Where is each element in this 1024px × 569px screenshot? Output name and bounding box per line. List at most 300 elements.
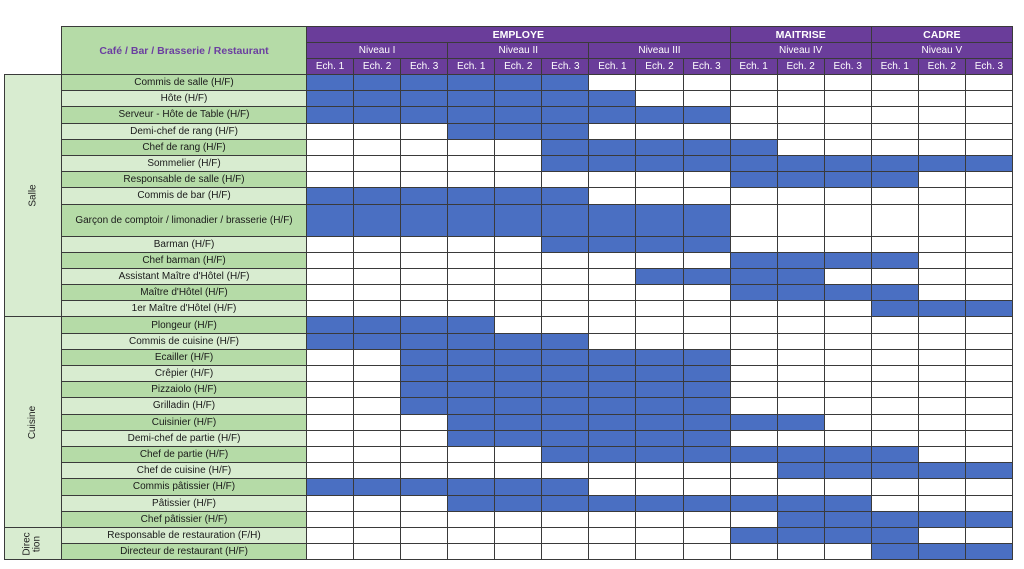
grid-cell-empty: [730, 123, 777, 139]
role-label: Pizzaiolo (H/F): [62, 382, 307, 398]
grid-cell-filled: [542, 204, 589, 236]
grid-cell-filled: [495, 123, 542, 139]
table-row: [5, 155, 1013, 171]
grid-cell-empty: [871, 91, 918, 107]
grid-cell-empty: [542, 172, 589, 188]
grid-cell-empty: [495, 446, 542, 462]
grid-cell-empty: [871, 495, 918, 511]
echelon-header: Ech. 2: [777, 59, 824, 75]
grid-cell-empty: [918, 204, 965, 236]
grid-cell-empty: [589, 479, 636, 495]
grid-cell-empty: [871, 107, 918, 123]
grid-cell-empty: [871, 366, 918, 382]
grid-cell-filled: [448, 333, 495, 349]
grid-cell-empty: [871, 398, 918, 414]
grid-cell-filled: [965, 544, 1012, 560]
grid-cell-empty: [636, 527, 683, 543]
grid-cell-filled: [307, 479, 354, 495]
grid-cell-empty: [918, 123, 965, 139]
grid-cell-filled: [448, 75, 495, 91]
grid-cell-filled: [354, 333, 401, 349]
role-label: Pâtissier (H/F): [62, 495, 307, 511]
grid-cell-empty: [730, 91, 777, 107]
grid-cell-empty: [542, 511, 589, 527]
grid-cell-filled: [636, 155, 683, 171]
role-label: Crêpier (H/F): [62, 366, 307, 382]
grid-cell-filled: [777, 414, 824, 430]
grid-cell-empty: [401, 252, 448, 268]
grid-cell-empty: [636, 188, 683, 204]
grid-cell-filled: [730, 252, 777, 268]
grid-cell-filled: [636, 495, 683, 511]
grid-cell-empty: [918, 236, 965, 252]
grid-cell-filled: [824, 463, 871, 479]
grid-cell-filled: [495, 91, 542, 107]
role-label: Maître d'Hôtel (H/F): [62, 285, 307, 301]
role-label: Assistant Maître d'Hôtel (H/F): [62, 268, 307, 284]
grid-cell-empty: [777, 349, 824, 365]
grid-cell-filled: [589, 91, 636, 107]
grid-cell-filled: [448, 123, 495, 139]
grid-cell-empty: [307, 172, 354, 188]
grid-cell-empty: [683, 317, 730, 333]
grid-cell-empty: [307, 252, 354, 268]
grid-cell-filled: [965, 301, 1012, 317]
grid-cell-empty: [918, 333, 965, 349]
grid-cell-empty: [918, 268, 965, 284]
grid-cell-filled: [401, 75, 448, 91]
grid-cell-filled: [918, 301, 965, 317]
grid-cell-empty: [730, 204, 777, 236]
grid-cell-empty: [824, 107, 871, 123]
grid-cell-empty: [448, 446, 495, 462]
grid-cell-filled: [965, 463, 1012, 479]
grid-cell-empty: [401, 511, 448, 527]
grid-cell-filled: [495, 188, 542, 204]
grid-cell-empty: [965, 527, 1012, 543]
grid-cell-empty: [824, 268, 871, 284]
grid-cell-empty: [354, 349, 401, 365]
grid-cell-filled: [589, 236, 636, 252]
section-label-line: tion: [32, 535, 43, 552]
grid-cell-filled: [730, 285, 777, 301]
grid-cell-empty: [730, 463, 777, 479]
table-row: [5, 333, 1013, 349]
grid-cell-empty: [730, 349, 777, 365]
table-row: [5, 301, 1013, 317]
grid-cell-empty: [636, 333, 683, 349]
grid-cell-empty: [918, 366, 965, 382]
grid-cell-empty: [683, 91, 730, 107]
grid-cell-empty: [730, 107, 777, 123]
table-row: [5, 204, 1013, 236]
grid-cell-empty: [918, 285, 965, 301]
grid-cell-empty: [354, 268, 401, 284]
table-row: [5, 446, 1013, 462]
grid-cell-empty: [401, 123, 448, 139]
grid-cell-filled: [542, 430, 589, 446]
grid-cell-empty: [354, 252, 401, 268]
grid-cell-empty: [824, 333, 871, 349]
grid-cell-filled: [777, 446, 824, 462]
grid-cell-filled: [777, 268, 824, 284]
grid-cell-filled: [636, 446, 683, 462]
echelon-header: Ech. 3: [965, 59, 1012, 75]
table-row: [5, 285, 1013, 301]
role-label: Commis de bar (H/F): [62, 188, 307, 204]
grid-cell-empty: [683, 75, 730, 91]
echelon-header: Ech. 1: [871, 59, 918, 75]
grid-cell-empty: [730, 382, 777, 398]
grid-cell-empty: [918, 479, 965, 495]
grid-cell-empty: [354, 172, 401, 188]
grid-cell-filled: [871, 446, 918, 462]
grid-cell-empty: [965, 317, 1012, 333]
echelon-header: Ech. 3: [401, 59, 448, 75]
classification-grid: [4, 26, 1013, 560]
role-label: Garçon de comptoir / limonadier / brasserie (H/F): [62, 204, 307, 236]
grid-cell-empty: [354, 382, 401, 398]
grid-cell-filled: [495, 479, 542, 495]
grid-cell-empty: [589, 301, 636, 317]
table-row: [5, 91, 1013, 107]
grid-cell-filled: [542, 139, 589, 155]
grid-cell-filled: [683, 430, 730, 446]
grid-cell-filled: [542, 107, 589, 123]
table-row: [5, 236, 1013, 252]
grid-cell-empty: [354, 495, 401, 511]
grid-cell-empty: [448, 172, 495, 188]
grid-cell-empty: [495, 544, 542, 560]
grid-cell-empty: [777, 430, 824, 446]
grid-cell-empty: [871, 430, 918, 446]
grid-cell-filled: [871, 511, 918, 527]
grid-cell-empty: [354, 511, 401, 527]
grid-cell-empty: [824, 75, 871, 91]
grid-cell-empty: [589, 252, 636, 268]
grid-cell-filled: [824, 172, 871, 188]
grid-cell-empty: [307, 495, 354, 511]
grid-cell-empty: [871, 123, 918, 139]
grid-cell-empty: [824, 382, 871, 398]
grid-cell-empty: [589, 544, 636, 560]
grid-cell-filled: [542, 414, 589, 430]
grid-cell-empty: [918, 139, 965, 155]
grid-cell-filled: [683, 155, 730, 171]
grid-cell-filled: [918, 463, 965, 479]
grid-cell-empty: [683, 544, 730, 560]
grid-cell-empty: [354, 139, 401, 155]
grid-cell-filled: [542, 349, 589, 365]
echelon-header: Ech. 3: [824, 59, 871, 75]
grid-cell-empty: [683, 511, 730, 527]
grid-cell-filled: [354, 188, 401, 204]
table-row: [5, 107, 1013, 123]
grid-cell-empty: [824, 236, 871, 252]
grid-cell-filled: [448, 188, 495, 204]
grid-cell-filled: [636, 349, 683, 365]
grid-cell-filled: [636, 107, 683, 123]
grid-cell-empty: [824, 139, 871, 155]
grid-cell-filled: [401, 317, 448, 333]
table-title: Café / Bar / Brasserie / Restaurant: [62, 27, 307, 75]
table-row: [5, 349, 1013, 365]
grid-cell-empty: [777, 107, 824, 123]
grid-cell-empty: [777, 301, 824, 317]
grid-cell-filled: [824, 285, 871, 301]
grid-cell-empty: [448, 285, 495, 301]
grid-cell-empty: [918, 75, 965, 91]
role-label: 1er Maître d'Hôtel (H/F): [62, 301, 307, 317]
grid-cell-empty: [636, 172, 683, 188]
grid-cell-filled: [448, 382, 495, 398]
grid-cell-empty: [965, 333, 1012, 349]
grid-cell-empty: [354, 544, 401, 560]
role-label: Grilladin (H/F): [62, 398, 307, 414]
grid-cell-empty: [307, 430, 354, 446]
grid-cell-empty: [542, 301, 589, 317]
grid-cell-empty: [354, 123, 401, 139]
grid-cell-empty: [824, 188, 871, 204]
grid-cell-empty: [354, 430, 401, 446]
grid-cell-empty: [777, 382, 824, 398]
grid-cell-filled: [683, 414, 730, 430]
section-label: [5, 527, 62, 559]
grid-cell-filled: [683, 349, 730, 365]
grid-cell-filled: [965, 511, 1012, 527]
grid-cell-empty: [307, 527, 354, 543]
grid-cell-empty: [495, 527, 542, 543]
grid-cell-filled: [918, 511, 965, 527]
grid-cell-empty: [965, 139, 1012, 155]
role-label: Demi-chef de rang (H/F): [62, 123, 307, 139]
grid-cell-filled: [401, 188, 448, 204]
grid-cell-empty: [307, 382, 354, 398]
grid-cell-filled: [777, 155, 824, 171]
grid-cell-empty: [730, 317, 777, 333]
grid-cell-empty: [589, 75, 636, 91]
grid-cell-filled: [448, 366, 495, 382]
role-label: Commis de salle (H/F): [62, 75, 307, 91]
grid-cell-empty: [824, 366, 871, 382]
grid-cell-empty: [354, 527, 401, 543]
grid-cell-empty: [448, 268, 495, 284]
grid-cell-empty: [636, 479, 683, 495]
table-row: [5, 479, 1013, 495]
grid-cell-filled: [542, 382, 589, 398]
grid-cell-filled: [683, 382, 730, 398]
grid-cell-empty: [636, 301, 683, 317]
grid-cell-filled: [401, 382, 448, 398]
grid-cell-empty: [777, 75, 824, 91]
grid-cell-empty: [495, 511, 542, 527]
grid-cell-empty: [448, 236, 495, 252]
grid-cell-empty: [354, 236, 401, 252]
section-label: [5, 75, 62, 317]
grid-cell-empty: [730, 511, 777, 527]
grid-cell-empty: [354, 285, 401, 301]
grid-cell-filled: [636, 268, 683, 284]
grid-cell-empty: [495, 463, 542, 479]
grid-cell-filled: [871, 301, 918, 317]
grid-cell-filled: [448, 414, 495, 430]
echelon-header: Ech. 1: [730, 59, 777, 75]
grid-cell-empty: [542, 252, 589, 268]
role-label: Responsable de salle (H/F): [62, 172, 307, 188]
grid-cell-empty: [730, 366, 777, 382]
grid-cell-filled: [401, 366, 448, 382]
grid-cell-filled: [777, 511, 824, 527]
grid-cell-empty: [730, 188, 777, 204]
grid-cell-filled: [730, 268, 777, 284]
table-row: [5, 268, 1013, 284]
grid-cell-filled: [730, 527, 777, 543]
grid-cell-empty: [589, 285, 636, 301]
grid-cell-filled: [495, 107, 542, 123]
grid-cell-empty: [965, 188, 1012, 204]
grid-cell-empty: [307, 511, 354, 527]
grid-cell-filled: [683, 204, 730, 236]
grid-cell-filled: [495, 349, 542, 365]
grid-cell-empty: [589, 123, 636, 139]
role-label: Ecailler (H/F): [62, 349, 307, 365]
grid-cell-empty: [918, 414, 965, 430]
grid-cell-filled: [542, 155, 589, 171]
grid-cell-filled: [589, 139, 636, 155]
grid-cell-filled: [777, 527, 824, 543]
grid-cell-filled: [636, 204, 683, 236]
grid-cell-empty: [777, 317, 824, 333]
corner-blank: [5, 27, 62, 75]
grid-cell-filled: [401, 204, 448, 236]
table-row: [5, 511, 1013, 527]
grid-cell-filled: [448, 91, 495, 107]
grid-cell-empty: [965, 172, 1012, 188]
grid-cell-empty: [824, 349, 871, 365]
level-header: Niveau IV: [730, 43, 871, 59]
grid-cell-empty: [636, 91, 683, 107]
grid-cell-empty: [448, 252, 495, 268]
grid-cell-filled: [448, 204, 495, 236]
grid-cell-empty: [401, 544, 448, 560]
grid-cell-empty: [542, 268, 589, 284]
grid-cell-empty: [307, 155, 354, 171]
grid-cell-empty: [777, 123, 824, 139]
role-label: Serveur - Hôte de Table (H/F): [62, 107, 307, 123]
grid-cell-empty: [871, 188, 918, 204]
grid-cell-empty: [965, 268, 1012, 284]
grid-cell-filled: [636, 236, 683, 252]
grid-cell-empty: [495, 252, 542, 268]
grid-cell-filled: [354, 479, 401, 495]
grid-cell-filled: [448, 107, 495, 123]
grid-cell-filled: [495, 333, 542, 349]
grid-cell-filled: [495, 398, 542, 414]
grid-cell-filled: [636, 414, 683, 430]
grid-cell-filled: [965, 155, 1012, 171]
grid-cell-empty: [824, 544, 871, 560]
grid-cell-empty: [401, 430, 448, 446]
grid-cell-empty: [871, 75, 918, 91]
grid-cell-empty: [307, 544, 354, 560]
grid-cell-empty: [401, 446, 448, 462]
grid-cell-empty: [871, 333, 918, 349]
grid-cell-empty: [401, 527, 448, 543]
grid-cell-empty: [307, 446, 354, 462]
grid-cell-empty: [495, 317, 542, 333]
grid-cell-filled: [307, 75, 354, 91]
grid-cell-empty: [871, 317, 918, 333]
table-row: [5, 75, 1013, 91]
grid-cell-empty: [918, 527, 965, 543]
grid-cell-empty: [354, 366, 401, 382]
grid-cell-filled: [824, 446, 871, 462]
grid-cell-filled: [871, 527, 918, 543]
grid-cell-empty: [636, 511, 683, 527]
grid-cell-empty: [307, 414, 354, 430]
grid-cell-empty: [918, 398, 965, 414]
grid-cell-empty: [448, 139, 495, 155]
grid-cell-empty: [401, 463, 448, 479]
table-row: [5, 527, 1013, 543]
grid-cell-filled: [354, 107, 401, 123]
grid-cell-empty: [683, 479, 730, 495]
grid-cell-filled: [589, 155, 636, 171]
grid-cell-filled: [307, 91, 354, 107]
role-label: Cuisinier (H/F): [62, 414, 307, 430]
grid-cell-empty: [683, 301, 730, 317]
grid-cell-empty: [495, 285, 542, 301]
grid-cell-filled: [871, 252, 918, 268]
grid-cell-filled: [589, 204, 636, 236]
role-label: Barman (H/F): [62, 236, 307, 252]
grid-cell-empty: [354, 398, 401, 414]
grid-cell-empty: [448, 511, 495, 527]
table-row: [5, 139, 1013, 155]
level-header: Niveau V: [871, 43, 1012, 59]
grid-cell-empty: [542, 285, 589, 301]
grid-cell-filled: [730, 139, 777, 155]
grid-cell-empty: [918, 495, 965, 511]
grid-cell-filled: [307, 107, 354, 123]
grid-cell-empty: [777, 188, 824, 204]
grid-cell-filled: [636, 139, 683, 155]
grid-cell-empty: [307, 268, 354, 284]
grid-cell-empty: [918, 349, 965, 365]
grid-cell-empty: [824, 414, 871, 430]
grid-cell-filled: [542, 188, 589, 204]
grid-cell-filled: [918, 155, 965, 171]
role-label: Plongeur (H/F): [62, 317, 307, 333]
header-groups-row: [5, 27, 1013, 43]
grid-cell-empty: [307, 349, 354, 365]
grid-cell-empty: [307, 285, 354, 301]
echelon-header: Ech. 2: [918, 59, 965, 75]
grid-cell-filled: [495, 430, 542, 446]
grid-cell-empty: [307, 236, 354, 252]
grid-cell-empty: [965, 204, 1012, 236]
grid-cell-filled: [354, 317, 401, 333]
grid-cell-empty: [965, 285, 1012, 301]
grid-cell-empty: [824, 204, 871, 236]
grid-cell-filled: [777, 172, 824, 188]
grid-cell-filled: [542, 123, 589, 139]
grid-cell-empty: [871, 414, 918, 430]
grid-cell-empty: [824, 398, 871, 414]
grid-cell-empty: [495, 172, 542, 188]
section-label: [5, 317, 62, 527]
grid-cell-empty: [918, 382, 965, 398]
